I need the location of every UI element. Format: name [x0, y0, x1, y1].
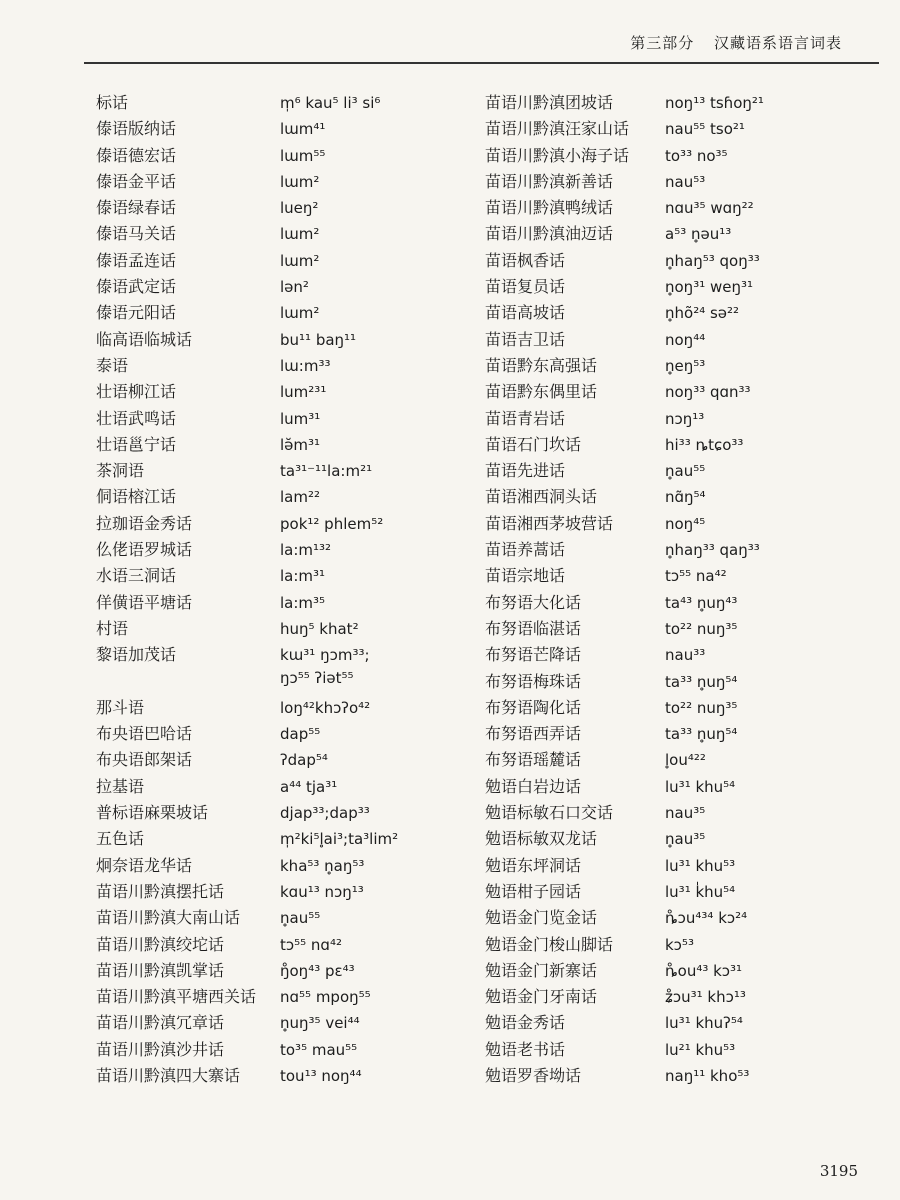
- phonetic-form: lɯ:m³³: [280, 356, 331, 375]
- word-entry: [96, 1037, 476, 1063]
- word-entry: [96, 905, 476, 931]
- language-name: 拉基语: [96, 776, 145, 796]
- word-entry: [485, 879, 885, 905]
- word-entry: [96, 984, 476, 1010]
- word-entry: [485, 458, 885, 484]
- word-entry: [485, 563, 885, 589]
- language-name: 苗语川黔滇冗章话: [96, 1013, 225, 1033]
- language-name: 勉语金门牙南话: [485, 987, 598, 1007]
- language-name: 苗语高坡话: [485, 303, 566, 323]
- word-entry: [96, 932, 476, 958]
- phonetic-form: lɯm²: [280, 251, 320, 270]
- language-name: 壮语柳江话: [96, 382, 177, 402]
- phonetic-form: la:m³¹: [280, 567, 326, 586]
- word-entry: [96, 274, 476, 300]
- phonetic-form: kɯ³¹ ŋɔm³³;: [280, 646, 370, 665]
- word-entry: [96, 879, 476, 905]
- language-name: 苗语川黔滇大南山话: [96, 908, 241, 928]
- word-entry: [485, 1037, 885, 1063]
- phonetic-form: dap⁵⁵: [280, 725, 321, 744]
- phonetic-form: huŋ⁵ khat²: [280, 619, 359, 638]
- language-name: 勉语标敏双龙话: [485, 829, 598, 849]
- language-name: 布努语临湛话: [485, 618, 582, 638]
- word-entry: [96, 248, 476, 274]
- word-entry: [485, 406, 885, 432]
- phonetic-form: lə̆m³¹: [280, 435, 321, 454]
- phonetic-form: n̥uŋ³⁵ vei⁴⁴: [280, 1014, 360, 1033]
- page-number: 3195: [819, 1162, 858, 1180]
- word-entry: [96, 774, 476, 800]
- phonetic-form: ȵ̊ou⁴³ kɔ³¹: [665, 961, 743, 980]
- language-name: 勉语标敏石口交话: [485, 803, 614, 823]
- language-name: 布努语瑶麓话: [485, 750, 582, 770]
- word-entry: [485, 905, 885, 931]
- language-name: 苗语黔东偶里话: [485, 382, 598, 402]
- language-name: 傣语绿春话: [96, 198, 177, 218]
- word-entry: [96, 695, 476, 721]
- word-entry: [96, 721, 476, 747]
- phonetic-form: lum³¹: [280, 409, 321, 428]
- phonetic-form: lɯm⁵⁵: [280, 146, 326, 165]
- language-name: 茶洞语: [96, 461, 145, 481]
- phonetic-form: ʔdap⁵⁴: [280, 751, 328, 770]
- word-entry: [96, 1010, 476, 1036]
- phonetic-form: lu³¹ khu⁵³: [665, 856, 736, 875]
- language-name: 布央语巴哈话: [96, 724, 193, 744]
- language-name: 普标语麻栗坡话: [96, 803, 209, 823]
- phonetic-form: a⁵³ n̥əu¹³: [665, 225, 732, 244]
- word-entry: [96, 511, 476, 537]
- word-entry: [96, 169, 476, 195]
- language-name: 勉语金门新寨话: [485, 960, 598, 980]
- language-name: 苗语川黔滇摆托话: [96, 881, 225, 901]
- word-entry: [96, 958, 476, 984]
- left-column: [96, 90, 476, 1089]
- language-name: 壮语邕宁话: [96, 434, 177, 454]
- word-entry: [96, 116, 476, 142]
- language-name: 侗语榕江话: [96, 487, 177, 507]
- phonetic-form: ta³¹⁻¹¹la:m²¹: [280, 462, 373, 481]
- language-name: 黎语加茂话: [96, 645, 177, 665]
- phonetic-form: tou¹³ noŋ⁴⁴: [280, 1066, 362, 1085]
- language-name: 傣语武定话: [96, 277, 177, 297]
- phonetic-form: bu¹¹ baŋ¹¹: [280, 330, 357, 349]
- right-column: [485, 90, 885, 1089]
- header-rule: [84, 62, 879, 64]
- phonetic-form: lɯm⁴¹: [280, 120, 326, 139]
- word-entry: [96, 195, 476, 221]
- phonetic-form: kɔ⁵³: [665, 935, 694, 954]
- language-name: 苗语川黔滇平塘西关话: [96, 987, 257, 1007]
- word-entry: [96, 1063, 476, 1089]
- phonetic-form: lɯm²: [280, 225, 320, 244]
- language-name: 傣语版纳话: [96, 119, 177, 139]
- phonetic-form: n̥au⁵⁵: [280, 909, 321, 928]
- phonetic-form: hi³³ ȵtɕo³³: [665, 435, 744, 454]
- phonetic-form: tɔ⁵⁵ nɑ⁴²: [280, 935, 342, 954]
- word-entry: [485, 669, 885, 695]
- phonetic-form: tɔ⁵⁵ na⁴²: [665, 567, 727, 586]
- language-name: 傣语孟连话: [96, 250, 177, 270]
- language-name: 布努语芒降话: [485, 645, 582, 665]
- phonetic-form: lueŋ²: [280, 199, 319, 218]
- phonetic-form: lam²²: [280, 488, 320, 507]
- word-entry: [96, 221, 476, 247]
- phonetic-form: nau⁵³: [665, 172, 706, 191]
- phonetic-form: nɑ̃ŋ⁵⁴: [665, 488, 706, 507]
- word-entry: [96, 458, 476, 484]
- word-entry: [485, 616, 885, 642]
- phonetic-form: nau³³: [665, 646, 706, 665]
- language-name: 佯僙语平塘话: [96, 592, 193, 612]
- phonetic-form: n̥hõ²⁴ sə²²: [665, 304, 740, 323]
- word-entry: [485, 169, 885, 195]
- word-entry: [485, 274, 885, 300]
- phonetic-form: to²² nuŋ³⁵: [665, 619, 738, 638]
- language-name: 勉语金秀话: [485, 1013, 566, 1033]
- phonetic-form: djap³³;dap³³: [280, 804, 370, 823]
- phonetic-form: m̩²ki⁵l̥ai³;ta³lim²: [280, 830, 399, 849]
- phonetic-form: naŋ¹¹ kho⁵³: [665, 1066, 750, 1085]
- language-name: 苗语青岩话: [485, 408, 566, 428]
- phonetic-form: n̥oŋ³¹ weŋ³¹: [665, 278, 754, 297]
- language-name: 苗语先进话: [485, 461, 566, 481]
- language-name: 苗语复员话: [485, 277, 566, 297]
- language-name: 勉语金门梭山脚话: [485, 934, 614, 954]
- phonetic-form: n̥au³⁵: [665, 830, 706, 849]
- phonetic-form: nɑu³⁵ wɑŋ²²: [665, 199, 754, 218]
- language-name: 勉语金门览金话: [485, 908, 598, 928]
- language-name: 傣语马关话: [96, 224, 177, 244]
- word-entry: [485, 116, 885, 142]
- word-entry: [96, 669, 476, 695]
- word-entry: [485, 590, 885, 616]
- word-entry: [485, 642, 885, 668]
- header-part: 第三部分: [630, 34, 695, 52]
- language-name: 勉语柑子园话: [485, 881, 582, 901]
- language-name: 泰语: [96, 355, 129, 375]
- language-name: 苗语养蒿话: [485, 540, 566, 560]
- header-title: 汉藏语系语言词表: [713, 34, 842, 52]
- language-name: 苗语川黔滇鸭绒话: [485, 198, 614, 218]
- word-entry: [96, 590, 476, 616]
- language-name: 勉语白岩边话: [485, 776, 582, 796]
- language-name: 布努语大化话: [485, 592, 582, 612]
- language-name: 苗语吉卫话: [485, 329, 566, 349]
- phonetic-form: nɔŋ¹³: [665, 409, 705, 428]
- word-entry: [485, 695, 885, 721]
- phonetic-form: lən²: [280, 278, 309, 297]
- phonetic-form: kha⁵³ n̥aŋ⁵³: [280, 856, 365, 875]
- word-entry: [485, 221, 885, 247]
- phonetic-form: lu³¹ khu⁵⁴: [665, 777, 736, 796]
- word-entry: [485, 747, 885, 773]
- phonetic-form: la:m¹³²: [280, 541, 332, 560]
- word-entry: [485, 774, 885, 800]
- language-name: 苗语川黔滇凯掌话: [96, 960, 225, 980]
- language-name: 拉珈语金秀话: [96, 513, 193, 533]
- word-entry: [96, 406, 476, 432]
- language-name: 勉语老书话: [485, 1039, 566, 1059]
- language-name: 炯奈语龙华话: [96, 855, 193, 875]
- language-name: 临高语临城话: [96, 329, 193, 349]
- word-entry: [485, 537, 885, 563]
- word-entry: [485, 853, 885, 879]
- phonetic-form: lum²³¹: [280, 383, 327, 402]
- word-entry: [485, 932, 885, 958]
- word-entry: [485, 143, 885, 169]
- phonetic-form: n̥haŋ³³ qaŋ³³: [665, 541, 760, 560]
- word-entry: [96, 616, 476, 642]
- phonetic-form: n̥eŋ⁵³: [665, 356, 706, 375]
- word-entry: [96, 353, 476, 379]
- phonetic-form: ŋ̊oŋ⁴³ pɛ⁴³: [280, 961, 355, 980]
- language-name: 苗语宗地话: [485, 566, 566, 586]
- word-entry: [485, 958, 885, 984]
- word-entry: [485, 1010, 885, 1036]
- word-entry: [96, 379, 476, 405]
- phonetic-form: lu²¹ khu⁵³: [665, 1040, 736, 1059]
- word-entry: [485, 826, 885, 852]
- phonetic-form: noŋ⁴⁴: [665, 330, 706, 349]
- word-entry: [485, 800, 885, 826]
- phonetic-form: lɯm²: [280, 304, 320, 323]
- word-entry: [485, 327, 885, 353]
- word-entry: [485, 379, 885, 405]
- phonetic-form: nɑ⁵⁵ mpoŋ⁵⁵: [280, 988, 371, 1007]
- language-name: 水语三洞话: [96, 566, 177, 586]
- language-name: 布央语郎架话: [96, 750, 193, 770]
- phonetic-form: nau³⁵: [665, 804, 706, 823]
- phonetic-form: noŋ³³ qɑn³³: [665, 383, 751, 402]
- language-name: 傣语金平话: [96, 171, 177, 191]
- phonetic-form: noŋ¹³ tsɦoŋ²¹: [665, 94, 764, 112]
- language-name: 苗语湘西洞头话: [485, 487, 598, 507]
- phonetic-form: lu³¹ k̍hu⁵⁴: [665, 882, 736, 901]
- language-name: 苗语川黔滇油迈话: [485, 224, 614, 244]
- word-entry: [96, 747, 476, 773]
- language-name: 苗语川黔滇汪家山话: [485, 119, 630, 139]
- language-name: 苗语黔东高强话: [485, 355, 598, 375]
- language-name: 苗语川黔滇团坡话: [485, 93, 614, 112]
- phonetic-form: n̥haŋ⁵³ qoŋ³³: [665, 251, 760, 270]
- language-name: 苗语川黔滇新善话: [485, 171, 614, 191]
- word-entry: [485, 300, 885, 326]
- phonetic-form: ŋɔ⁵⁵ ʔiət⁵⁵: [280, 668, 354, 687]
- language-name: 苗语石门坎话: [485, 434, 582, 454]
- word-entry: [96, 826, 476, 852]
- language-name: 勉语罗香坳话: [485, 1065, 582, 1085]
- language-name: 傣语德宏话: [96, 145, 177, 165]
- word-entry: [485, 90, 885, 116]
- phonetic-form: nau⁵⁵ tso²¹: [665, 120, 745, 139]
- phonetic-form: a⁴⁴ tja³¹: [280, 777, 338, 796]
- language-name: 苗语川黔滇小海子话: [485, 145, 630, 165]
- phonetic-form: ta⁴³ n̥uŋ⁴³: [665, 593, 738, 612]
- word-entry: [485, 984, 885, 1010]
- running-header: [616, 32, 842, 53]
- word-entry: [485, 1063, 885, 1089]
- word-entry: [96, 300, 476, 326]
- phonetic-form: loŋ⁴²khɔʔo⁴²: [280, 698, 371, 717]
- phonetic-form: ta³³ n̥uŋ⁵⁴: [665, 725, 738, 744]
- word-entry: [96, 642, 476, 668]
- word-entry: [96, 432, 476, 458]
- phonetic-form: lu³¹ khuʔ⁵⁴: [665, 1014, 743, 1033]
- language-name: 苗语川黔滇沙井话: [96, 1039, 225, 1059]
- language-name: 壮语武鸣话: [96, 408, 177, 428]
- phonetic-form: ta³³ n̥uŋ⁵⁴: [665, 672, 738, 691]
- word-entry: [96, 537, 476, 563]
- language-name: 苗语湘西茅坡营话: [485, 513, 614, 533]
- phonetic-form: ȵ̊ɔu⁴³⁴ kɔ²⁴: [665, 909, 748, 928]
- language-name: 苗语川黔滇四大寨话: [96, 1065, 241, 1085]
- language-name: 仫佬语罗城话: [96, 540, 193, 560]
- word-entry: [485, 195, 885, 221]
- word-entry: [485, 484, 885, 510]
- language-name: 村语: [96, 618, 129, 638]
- word-entry: [485, 248, 885, 274]
- word-entry: [96, 327, 476, 353]
- language-name: 勉语东坪洞话: [485, 855, 582, 875]
- word-entry: [485, 353, 885, 379]
- phonetic-form: m̩⁶ kau⁵ li³ si⁶: [280, 94, 381, 112]
- language-name: 苗语枫香话: [485, 250, 566, 270]
- word-entry: [485, 511, 885, 537]
- phonetic-form: kɑu¹³ nɔŋ¹³: [280, 882, 364, 901]
- phonetic-form: noŋ⁴⁵: [665, 514, 706, 533]
- word-entry: [485, 432, 885, 458]
- phonetic-form: la:m³⁵: [280, 593, 326, 612]
- word-entry: [96, 143, 476, 169]
- language-name: 那斗语: [96, 697, 145, 717]
- word-entry: [96, 90, 476, 116]
- language-name: 苗语川黔滇绞坨话: [96, 934, 225, 954]
- word-entry: [96, 484, 476, 510]
- language-name: 傣语元阳话: [96, 303, 177, 323]
- word-entry: [96, 563, 476, 589]
- phonetic-form: n̥au⁵⁵: [665, 462, 706, 481]
- word-entry: [96, 800, 476, 826]
- language-name: 标话: [96, 93, 129, 112]
- phonetic-form: ʑ̊ɔu³¹ khɔ¹³: [665, 988, 746, 1007]
- language-name: 布努语西弄话: [485, 724, 582, 744]
- word-entry: [485, 721, 885, 747]
- phonetic-form: lɯm²: [280, 172, 320, 191]
- phonetic-form: to³⁵ mau⁵⁵: [280, 1040, 358, 1059]
- phonetic-form: to²² nuŋ³⁵: [665, 698, 738, 717]
- language-name: 五色话: [96, 829, 145, 849]
- phonetic-form: l̥ou⁴²²: [665, 751, 706, 770]
- language-name: 布努语陶化话: [485, 697, 582, 717]
- language-name: 布努语梅珠话: [485, 671, 582, 691]
- phonetic-form: pok¹² phlem⁵²: [280, 514, 384, 533]
- phonetic-form: to³³ no³⁵: [665, 146, 728, 165]
- word-entry: [96, 853, 476, 879]
